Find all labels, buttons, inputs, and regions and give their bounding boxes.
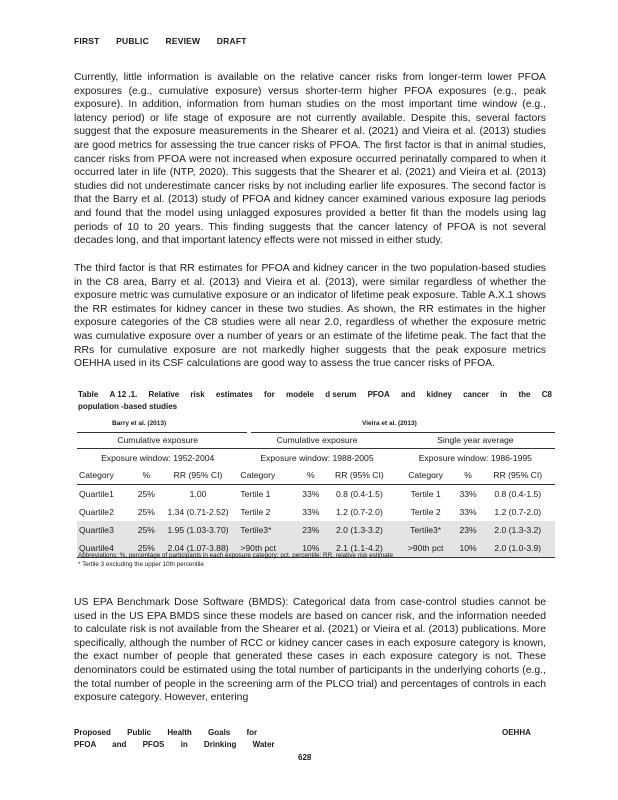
table-cell: Quartile2 xyxy=(79,507,114,517)
table-cell: Quartile1 xyxy=(79,489,114,499)
table-row xyxy=(77,485,555,504)
column-header: % xyxy=(456,466,481,485)
column-header: Category xyxy=(396,466,456,485)
caption-word: risk xyxy=(190,390,205,399)
caption-word: C8 xyxy=(541,390,552,399)
table-cell: 25% xyxy=(135,521,158,539)
table-cell: 1.34 (0.71-2.52) xyxy=(167,507,229,517)
caption-word: the xyxy=(518,390,531,399)
table-cell: 23% xyxy=(298,521,323,539)
exposure-window: Exposure window: 1988-2005 xyxy=(260,452,374,463)
table-cell: 2.04 (1.07-3.88) xyxy=(158,539,239,558)
footer-title-line2: PFOA and PFOS in Drinking Water xyxy=(74,740,275,749)
caption-word: for xyxy=(264,390,275,399)
table-cell: 2.0 (1.0-3.9) xyxy=(480,539,555,558)
table-cell: Quartile3 xyxy=(77,521,135,539)
table-cell: 10% xyxy=(298,539,323,558)
table-cell: 2.1 (1.1-4.2) xyxy=(323,539,395,558)
caption-word: Table xyxy=(78,390,99,399)
column-header: RR (95% CI) xyxy=(158,466,239,485)
group-header: Cumulative exposure xyxy=(77,432,238,449)
exposure-window: Exposure window: 1952-2004 xyxy=(101,452,215,463)
table-cell: >90th pct xyxy=(238,539,298,558)
table-cell: >90th pct xyxy=(396,539,456,558)
source-barry: Barry et al. (2013) xyxy=(112,420,167,427)
table-cell: 23% xyxy=(456,521,481,539)
table-row xyxy=(77,503,555,521)
table-cell: 0.8 (0.4-1.5) xyxy=(494,489,542,499)
caption-word: estimates xyxy=(215,390,253,399)
caption-word: in xyxy=(500,390,508,399)
paragraph-latency: Currently, little information is available on the relative cancer risks from longer-term lower PFOA exposures (e.g., cumulative exposure) versus shorter-term higher PFOA exposures (e.g., peak exposure). In addition, information from human studies on the most important time window (e.g., latency period) or life stage of exposure are not currently available. Despite this, several factors suggest that the exposure measurements in the Shearer et al. (2021) and Vieira et al. (2013) studies are good metrics for assessing the true cancer risks of PFOA. The first factor is that in animal studies, cancer risks from PFOA were not increased when exposure occurred perinatally compared to when it occurred later in life (NTP, 2020). This suggests that the Shearer et al. (2021) and Vieira et al. (2013) studies did not underestimate cancer risks by not including earlier life exposures. The second factor is that the Barry et al. (2013) study of PFOA and kidney cancer examined various exposure lag periods and found that the model using unlagged exposures provided a better fit than the models using lag periods of 10 to 20 years. This finding suggests that the cancer latency of PFOA is not several decades long, and that important latency effects were not missed in either study. xyxy=(74,72,546,247)
caption-word: cancer xyxy=(463,390,489,399)
paragraph-third-factor: The third factor is that RR estimates for PFOA and kidney cancer in the two population-based studies in the C8 area, Barry et al. (2013) and Vieira et al. (2013), were similar regardless of whether the exposure metric was cumulative exposure or an indicator of lifetime peak exposure. Table A.X.1 shows the RR estimates for kidney cancer in these two studies. As shown, the RR estimates in the higher exposure categories of the C8 studies were all near 2.0, regardless of whether the exposure metric was cumulative exposure over a number of years or an estimate of the lifetime peak. The fact that the RRs for cumulative exposure are not markedly higher suggests that the peak exposure metrics OEHHA used in its CSF calculations are good way to assess the true cancer risks of PFOA. xyxy=(74,263,546,370)
caption-word: A 12 .1. xyxy=(109,390,138,399)
table-caption xyxy=(78,389,552,413)
table-cell: Tertile 2 xyxy=(240,507,271,517)
table-cell: Tertile 1 xyxy=(410,489,441,499)
column-header: Category xyxy=(238,466,298,485)
table-cell: 2.0 (1.3-3.2) xyxy=(480,521,555,539)
caption-word: d serum xyxy=(325,390,357,399)
table-cell: 0.8 (0.4-1.5) xyxy=(336,489,383,499)
table-cell: 33% xyxy=(459,489,477,499)
table-cell: Tertile 1 xyxy=(240,489,271,499)
table-cell: 25% xyxy=(137,489,155,499)
footer-agency: OEHHA xyxy=(502,728,531,737)
table-cell: Tertile3* xyxy=(238,521,298,539)
column-header: RR (95% CI) xyxy=(480,466,555,485)
column-header: % xyxy=(298,466,323,485)
table-note-tertile: * Tertile 3 excluding the upper 10th percentile xyxy=(78,561,204,568)
column-header: % xyxy=(135,466,158,485)
table-cell: 1.95 (1.03-3.70) xyxy=(158,521,239,539)
table-cell: 1.2 (0.7-2.0) xyxy=(336,507,383,517)
table-cell: 25% xyxy=(137,507,155,517)
relative-risk-table xyxy=(77,432,555,558)
table-cell: 33% xyxy=(302,507,320,517)
table-cell: 33% xyxy=(302,489,320,499)
source-vieira: Vieira et al. (2013) xyxy=(362,420,417,427)
table-row xyxy=(77,521,555,539)
table-cell: Tertile3* xyxy=(396,521,456,539)
table-caption-line1 xyxy=(78,389,552,401)
table-cell: 2.0 (1.3-3.2) xyxy=(323,521,395,539)
caption-word: modele xyxy=(285,390,314,399)
caption-word: kidney xyxy=(426,390,452,399)
table-cell: 33% xyxy=(459,507,477,517)
table-caption-line2: population -based studies xyxy=(78,402,178,411)
page-number: 628 xyxy=(298,753,312,762)
table-note-abbreviations: Abbreviations: %, percentage of participants in each exposure category; pct, percentile; RR, relative risk estimate xyxy=(78,552,394,559)
caption-word: PFOA xyxy=(367,390,390,399)
group-header: Cumulative exposure xyxy=(238,432,395,449)
column-header: Category xyxy=(77,466,135,485)
exposure-window: Exposure window: 1986-1995 xyxy=(418,452,532,463)
caption-word: and xyxy=(401,390,416,399)
page-header: FIRST PUBLIC REVIEW DRAFT xyxy=(74,36,247,46)
column-header: RR (95% CI) xyxy=(323,466,395,485)
table-cell: Tertile 2 xyxy=(410,507,441,517)
table-cell: 1.00 xyxy=(189,489,207,499)
group-header: Single year average xyxy=(396,432,555,449)
caption-word: Relative xyxy=(148,390,180,399)
table-cell: 25% xyxy=(135,539,158,558)
table-cell: Quartile4 xyxy=(77,539,135,558)
footer-title-line1: Proposed Public Health Goals for xyxy=(74,728,258,737)
table-cell: 10% xyxy=(456,539,481,558)
paragraph-bmds: US EPA Benchmark Dose Software (BMDS): Categorical data from case-control studies cannot be used in the US EPA BMDS since these models are based on cancer risk, and the information needed to calculate risk is not available from the Shearer et al. (2021) or Vieira et al. (2013) publications. More specifically, although the number of RCC or kidney cancer cases in each exposure category is known, the exact number of people that generated these cases in each exposure category is not. These denominators could be estimated using the total number of participants in the underlying cohorts (e.g., the total number of people in the screening arm of the PLCO trial) and percentages of controls in each exposure category. However, entering xyxy=(74,597,546,704)
table-cell: 1.2 (0.7-2.0) xyxy=(494,507,542,517)
